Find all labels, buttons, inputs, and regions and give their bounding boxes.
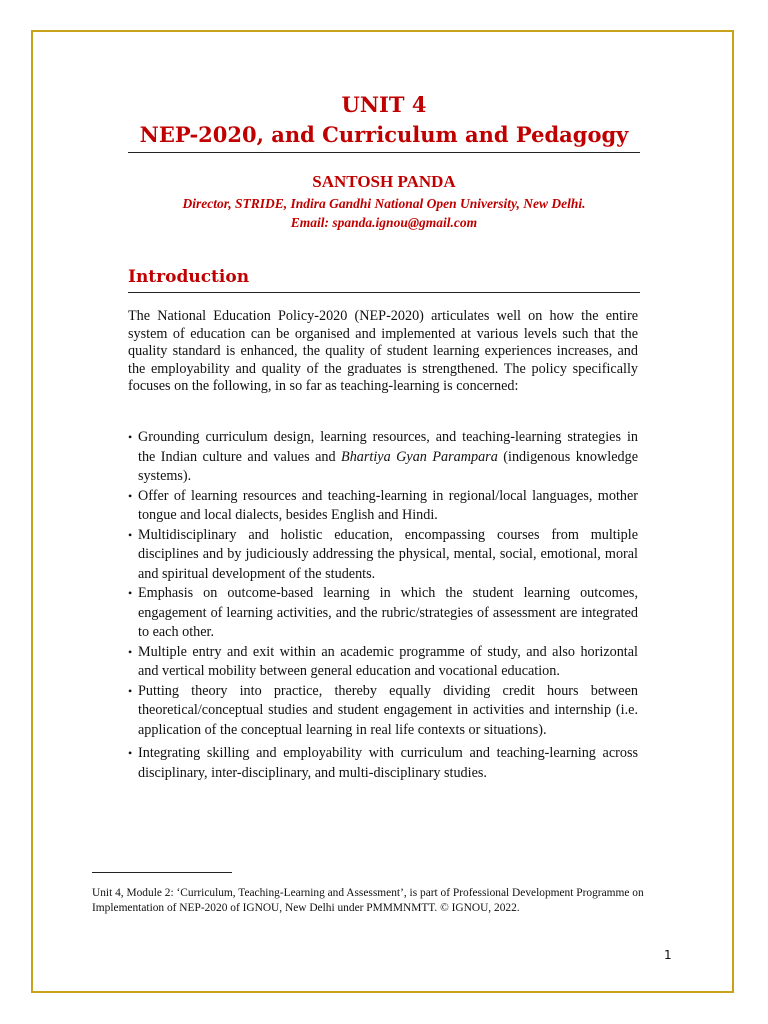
list-item	[128, 584, 638, 643]
author-block	[0, 194, 768, 232]
list-item-text: Integrating skilling and employability with curriculum and teaching-learning across disciplinary, inter-disciplinary, and multi-disciplinary studies.	[138, 745, 638, 781]
bullet-icon: •	[128, 430, 133, 444]
bullet-icon: •	[128, 644, 133, 659]
list-item-text: Multiple entry and exit within an academic programme of study, and also horizontal and vertical mobility between general education and vocational education.	[138, 643, 638, 679]
focus-list	[128, 428, 638, 783]
section-divider	[128, 292, 640, 293]
section-heading: Introduction	[128, 267, 250, 287]
list-item	[128, 682, 638, 741]
author-affiliation: Director, STRIDE, Indira Gandhi National Open University, New Delhi.	[182, 196, 586, 211]
unit-name: NEP-2020, and Curriculum and Pedagogy	[139, 122, 629, 147]
list-item	[128, 428, 638, 487]
intro-paragraph: The National Education Policy-2020 (NEP-2020) articulates well on how the entire system of education can be organised and implemented at various levels such that the quality standard is enhanced, the quality of student learning experiences increases, and the employability and quality of the graduates is strengthened. The policy specifically focuses on the following, in so far as teaching-learning is concerned:	[128, 308, 638, 394]
unit-number: UNIT 4	[341, 92, 427, 117]
bullet-icon: •	[128, 746, 133, 760]
list-item-emphasis: Bhartiya Gyan Parampara	[341, 448, 498, 465]
list-item-text: Grounding curriculum design, learning resources, and teaching-learning strategies in the Indian culture and values and	[138, 429, 638, 465]
list-item	[128, 487, 638, 526]
author-email: Email: spanda.ignou@gmail.com	[290, 215, 478, 230]
list-item-text: (indigenous knowledge systems).	[138, 448, 638, 484]
title-divider	[128, 152, 640, 153]
list-item	[128, 643, 638, 682]
list-item	[128, 744, 638, 783]
footnote-divider	[92, 872, 232, 873]
footnote: Unit 4, Module 2: ‘Curriculum, Teaching-Learning and Assessment’, is part of Professional Development Programme on Implementation of NEP-2020 of IGNOU, New Delhi under PMMMNMTT. © IGNOU, 2022.	[92, 887, 644, 914]
bullet-icon: •	[128, 683, 133, 698]
list-item-text: Emphasis on outcome-based learning in which the student learning outcomes, engagement of learning activities, and the rubric/strategies of assessment are integrated to each other.	[138, 585, 638, 640]
list-item-text: Multidisciplinary and holistic education, encompassing courses from multiple disciplines and by judiciously addressing the physical, mental, social, emotional, moral and spiritual development of the students.	[138, 526, 638, 582]
list-item-text: Offer of learning resources and teaching-learning in regional/local languages, mother tongue and local dialects, besides English and Hindi.	[138, 487, 638, 523]
bullet-icon: •	[128, 527, 133, 542]
list-item-text: Putting theory into practice, thereby equally dividing credit hours between theoretical/conceptual studies and student engagement in activities and internship (i.e. application of the conceptual learning in real life contexts or situations).	[138, 682, 638, 738]
list-item	[128, 526, 638, 585]
page-number: 1	[664, 948, 672, 962]
bullet-icon: •	[128, 488, 133, 503]
author-name: SANTOSH PANDA	[312, 172, 456, 191]
unit-title	[0, 90, 768, 150]
bullet-icon: •	[128, 586, 133, 600]
